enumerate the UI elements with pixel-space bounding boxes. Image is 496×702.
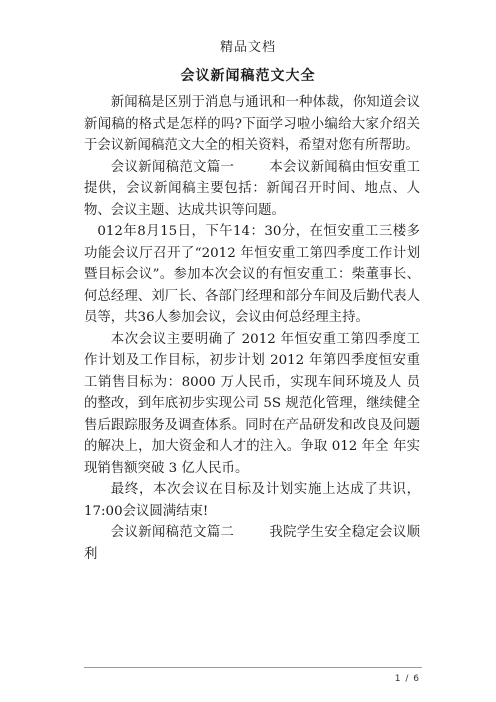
section-two-paragraph xyxy=(84,522,420,565)
section-two-lead: 我院学生安全稳定会议顺利 xyxy=(84,525,420,562)
document-body xyxy=(84,92,420,565)
meeting-goals-paragraph: 本次会议主要明确了 2012 年恒安重工第四季度工作计划及工作目标，初步计划 2012 年第四季度恒安重工销售目标为：8000 万人民币，实现车间环境及人 员的整改，到年底初步实现公司 5S 规范化管理，继续健全售后跟踪服务及调查体系。同时在产品研发和改良及问题的解决上，加大资金和人才的注入。争取 012 年全 年实现销售额突破 3 亿人民币。 xyxy=(84,331,420,476)
document-title: 会议新闻稿范文大全 xyxy=(180,68,316,84)
section-one-heading: 会议新闻稿范文篇一 xyxy=(110,159,235,175)
page-number: 1 / 6 xyxy=(394,674,420,684)
footer-divider xyxy=(84,667,422,668)
page-header: 精品文档 xyxy=(219,40,276,55)
section-one-paragraph xyxy=(84,157,420,222)
meeting-details-paragraph: 012年8月15日，下午14：30分，在恒安重工三楼多功能会议厅召开了“2012 年恒安重工第四季度工作计划暨目标会议”。参加本次会议的有恒安重工：柴董事长、何总经理、刘厂长、各部门经理和部分车间及后勤代表人员等，共36人参加会议，会议由何总经理主持。 xyxy=(84,224,420,325)
intro-paragraph: 新闻稿是区别于消息与通讯和一种体裁，你知道会议新闻稿的格式是怎样的吗?下面学习啦小编给大家介绍关于会议新闻稿范文大全的相关资料，希望对您有所帮助。 xyxy=(84,95,420,153)
section-one-lead: 本会议新闻稿由恒安重工提供，会议新闻稿主要包括：新闻召开时间、地点、人物、会议主题、达成共识等问题。 xyxy=(84,159,420,218)
section-two-heading: 会议新闻稿范文篇二 xyxy=(110,525,235,540)
conclusion-paragraph: 最终，本次会议在目标及计划实施上达成了共识，17:00会议圆满结束! xyxy=(84,482,420,519)
